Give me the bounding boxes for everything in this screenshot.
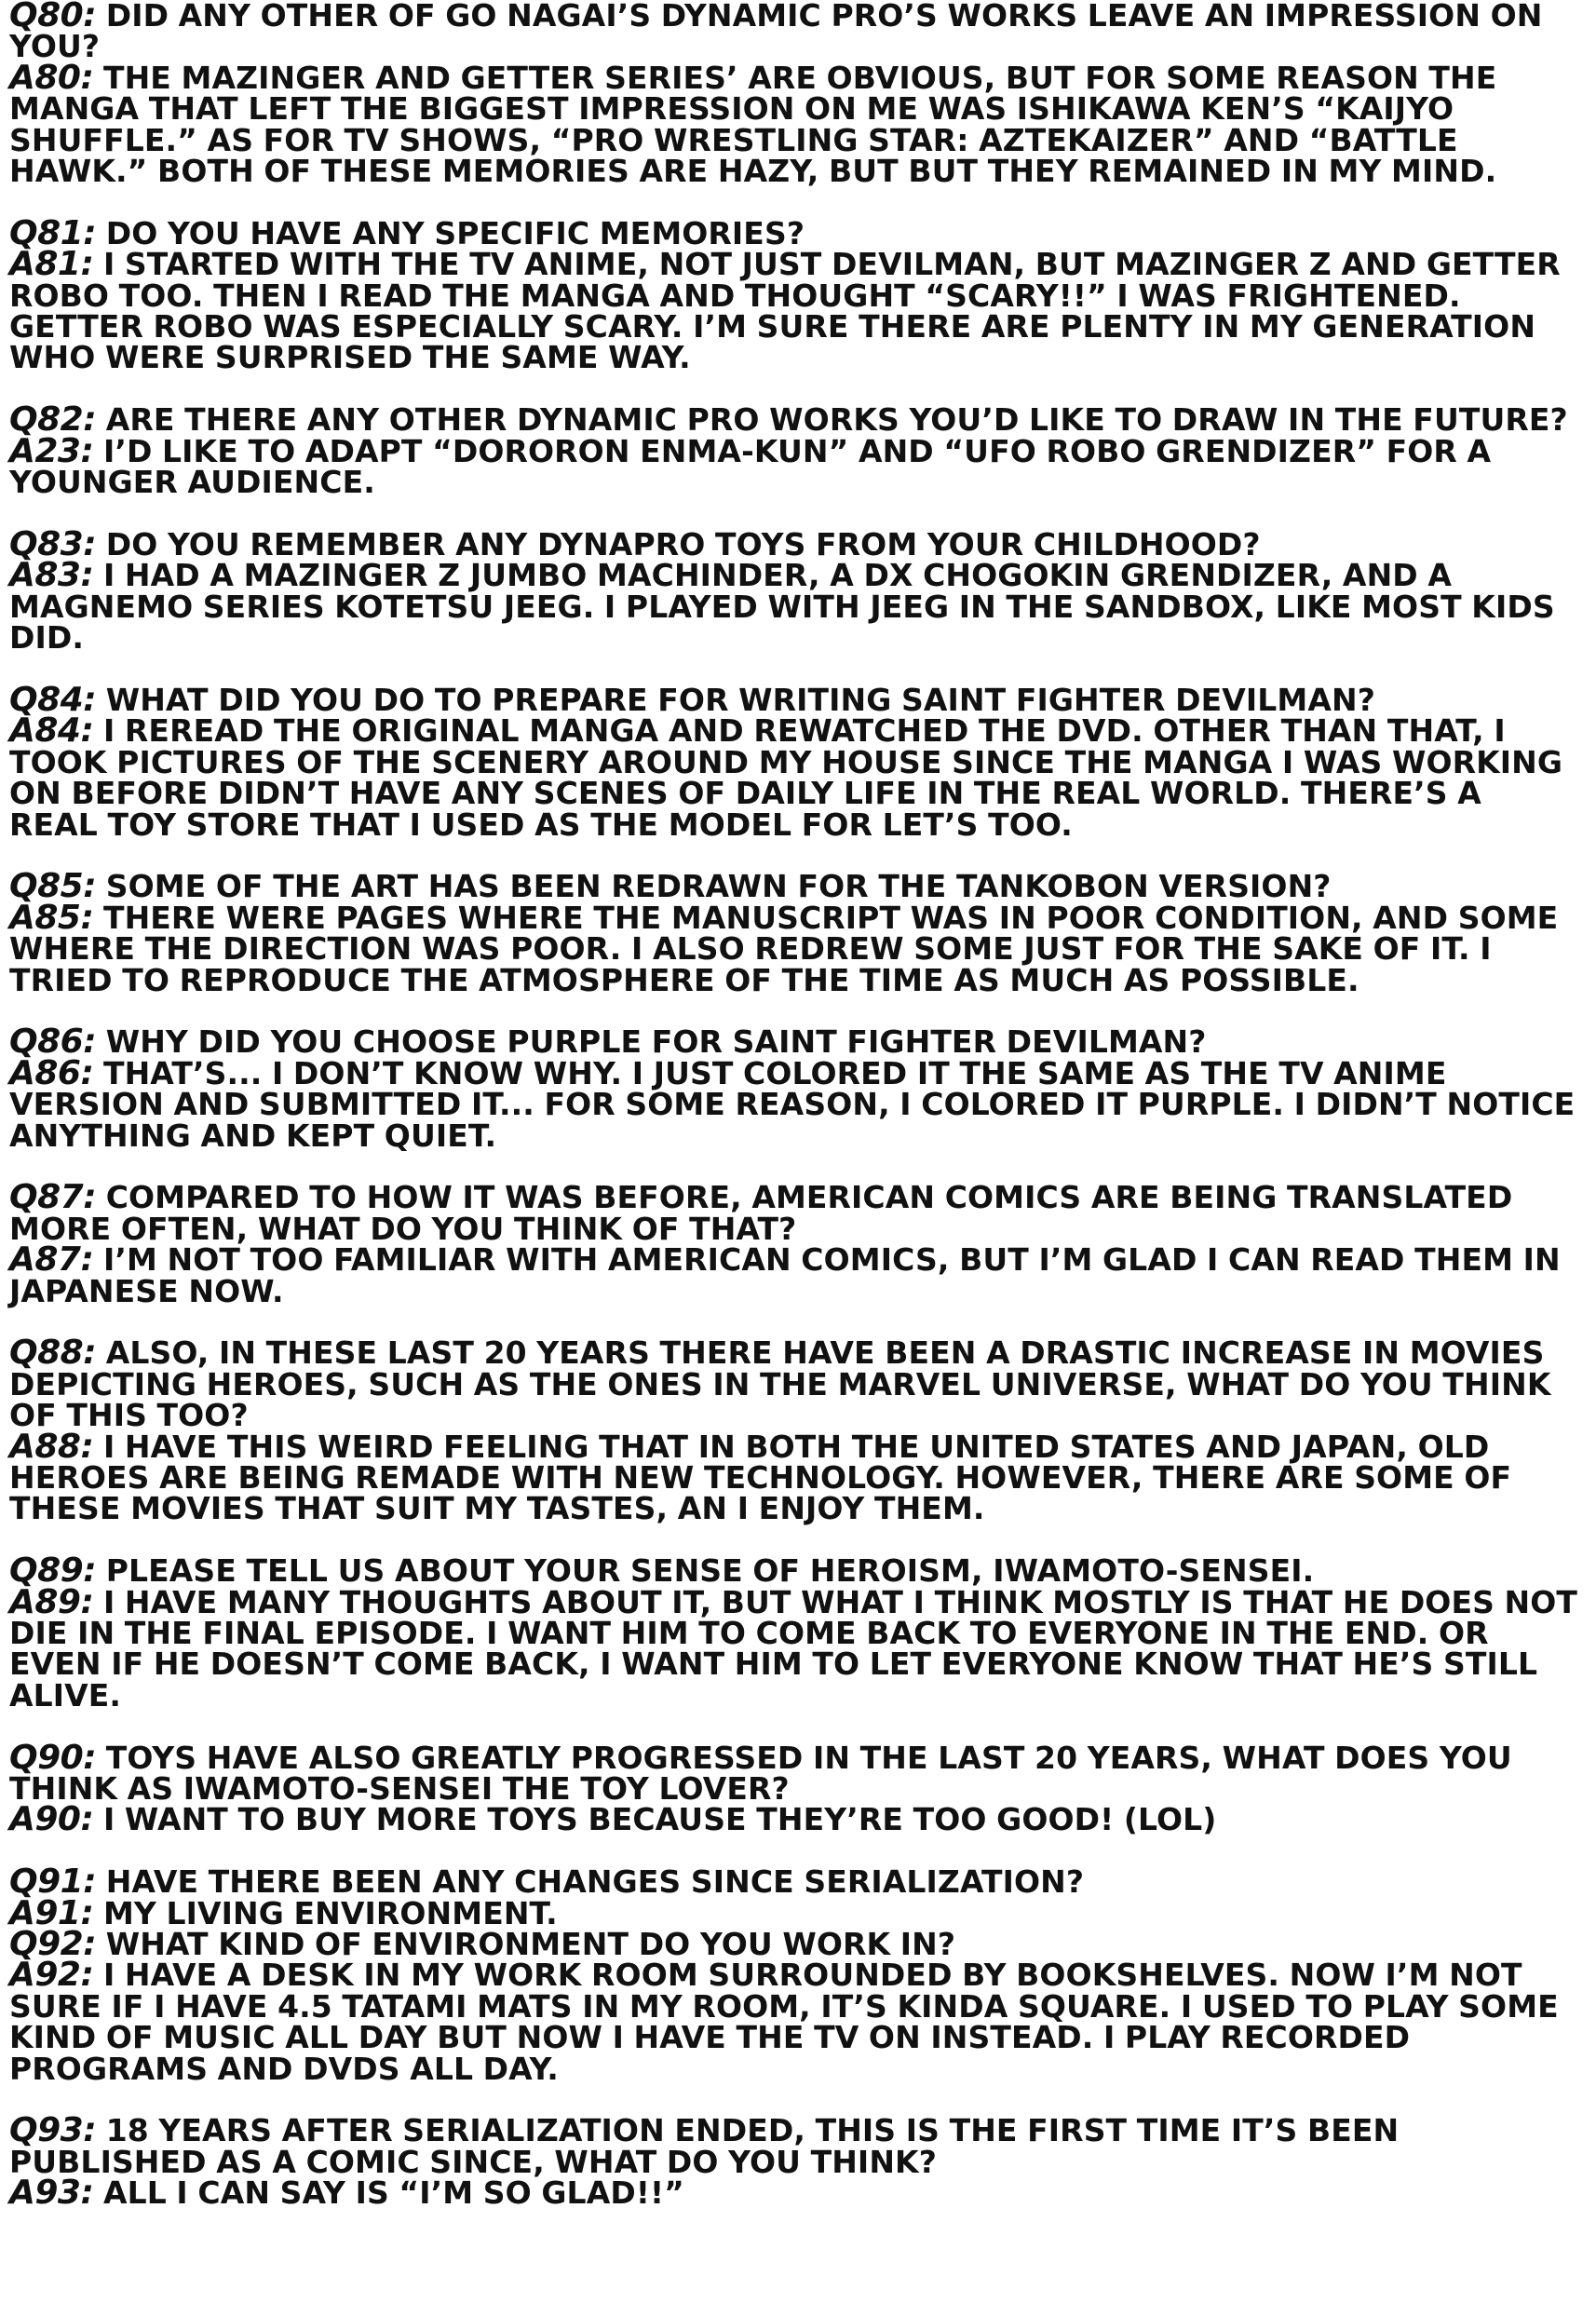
answer-line <box>9 711 1579 843</box>
answer-text: ALL I CAN SAY IS “I’M SO GLAD!!” <box>102 2174 684 2212</box>
answer-text: I HAD A MAZINGER Z JUMBO MACHINDER, A DX CHOGOKIN GRENDIZER, AND A MAGNEMO SERIES KOTETSU JEEG. I PLAYED WITH JEEG IN THE SANDBOX, LIKE MOST KIDS DID. <box>9 557 1555 657</box>
block-spacer <box>9 1711 1579 1741</box>
question-text: WHY DID YOU CHOOSE PURPLE FOR SAINT FIGHTER DEVILMAN? <box>105 1023 1207 1061</box>
block-spacer <box>9 653 1579 684</box>
answer-label: A81: <box>9 245 94 284</box>
answer-label: A87: <box>9 1240 94 1280</box>
answer-line <box>9 1240 1579 1309</box>
question-label: Q90: <box>9 1738 97 1777</box>
qa-block <box>9 0 1579 190</box>
question-label: Q87: <box>9 1178 97 1217</box>
question-line <box>9 524 1579 563</box>
answer-text: I STARTED WITH THE TV ANIME, NOT JUST DEVILMAN, BUT MAZINGER Z AND GETTER ROBO TOO. THEN I READ THE MANGA AND THOUGHT “SCARY!!” I WAS FRIGHTENED. GETTER ROBO WAS ESPECIALLY SCARY. I’M SURE THERE ARE PLENTY IN MY GENERATION WHO WERE SURPRISED THE SAME WAY. <box>9 246 1561 376</box>
answer-label: A91: <box>9 1893 94 1932</box>
question-label: Q82: <box>9 400 97 440</box>
answer-text: I’D LIKE TO ADAPT “DORORON ENMA-KUN” AND “UFO ROBO GRENDIZER” FOR A YOUNGER AUDIENCE. <box>9 432 1492 501</box>
answer-line <box>9 1893 1579 1932</box>
block-spacer <box>9 840 1579 871</box>
question-label: Q85: <box>9 867 97 906</box>
answer-label: A85: <box>9 898 94 937</box>
question-line <box>9 1334 1579 1434</box>
answer-label: A93: <box>9 2174 94 2213</box>
question-text: 18 YEARS AFTER SERIALIZATION ENDED, THIS IS THE FIRST TIME IT’S BEEN PUBLISHED AS A COMIC SINCE, WHAT DO YOU THINK? <box>9 2112 1400 2180</box>
question-label: Q89: <box>9 1551 97 1591</box>
question-text: WHAT KIND OF ENVIRONMENT DO YOU WORK IN? <box>105 1926 956 1963</box>
question-label: Q83: <box>9 524 97 563</box>
block-spacer <box>9 1307 1579 1337</box>
question-text: TOYS HAVE ALSO GREATLY PROGRESSED IN THE LAST 20 YEARS, WHAT DOES YOU THINK AS IWAMOTO-SENSEI THE TOY LOVER? <box>9 1739 1512 1807</box>
question-text: WHAT DID YOU DO TO PREPARE FOR WRITING SAINT FIGHTER DEVILMAN? <box>105 681 1375 718</box>
answer-text: I HAVE THIS WEIRD FEELING THAT IN BOTH THE UNITED STATES AND JAPAN, OLD HEROES ARE BEING REMADE WITH NEW TECHNOLOGY. HOWEVER, THERE ARE SOME OF THESE MOVIES THAT SUIT MY TASTES, AN I ENJOY THEM. <box>9 1428 1512 1527</box>
answer-label: A84: <box>9 711 94 751</box>
qa-block <box>9 213 1579 376</box>
qa-block <box>9 1551 1579 1714</box>
answer-line <box>9 898 1579 998</box>
block-spacer <box>9 186 1579 217</box>
block-spacer <box>9 1151 1579 1182</box>
question-line <box>9 2111 1579 2180</box>
question-line <box>9 1023 1579 1062</box>
answer-label: A92: <box>9 1956 94 1995</box>
block-spacer <box>9 2084 1579 2115</box>
question-text: COMPARED TO HOW IT WAS BEFORE, AMERICAN COMICS ARE BEING TRANSLATED MORE OFTEN, WHAT DO YOU THINK OF THAT? <box>9 1179 1513 1247</box>
answer-line <box>9 245 1579 376</box>
qa-block <box>9 867 1579 998</box>
question-text: SOME OF THE ART HAS BEEN REDRAWN FOR THE TANKOBON VERSION? <box>105 868 1332 905</box>
answer-label: A86: <box>9 1053 94 1092</box>
qa-block <box>9 1023 1579 1154</box>
question-text: DO YOU HAVE ANY SPECIFIC MEMORIES? <box>105 214 805 251</box>
answer-label: A23: <box>9 431 94 470</box>
question-label: Q92: <box>9 1925 97 1964</box>
question-line <box>9 1551 1579 1591</box>
answer-line <box>9 1053 1579 1154</box>
block-spacer <box>9 497 1579 528</box>
question-text: DID ANY OTHER OF GO NAGAI’S DYNAMIC PRO’S WORKS LEAVE AN IMPRESSION ON YOU? <box>9 0 1543 65</box>
answer-line <box>9 1800 1579 1839</box>
answer-text: I HAVE MANY THOUGHTS ABOUT IT, BUT WHAT I THINK MOSTLY IS THAT HE DOES NOT DIE IN THE FINAL EPISODE. I WANT HIM TO COME BACK TO EVERYONE IN THE END. OR EVEN IF HE DOESN’T COME BACK, I WANT HIM TO LET EVERYONE KNOW THAT HE’S STILL ALIVE. <box>9 1583 1578 1714</box>
question-line <box>9 867 1579 906</box>
answer-label: A88: <box>9 1427 94 1466</box>
block-spacer <box>9 996 1579 1026</box>
question-text: DO YOU REMEMBER ANY DYNAPRO TOYS FROM YOUR CHILDHOOD? <box>105 525 1261 562</box>
qa-block <box>9 1738 1579 1839</box>
question-line <box>9 213 1579 252</box>
question-label: Q91: <box>9 1863 97 1902</box>
question-label: Q86: <box>9 1023 97 1062</box>
answer-text: THAT’S... I DON’T KNOW WHY. I JUST COLORED IT THE SAME AS THE TV ANIME VERSION AND SUBMITTED IT... FOR SOME REASON, I COLORED IT PURPLE. I DIDN’T NOTICE ANYTHING AND KEPT QUIET. <box>9 1054 1576 1154</box>
qa-block <box>9 1334 1579 1527</box>
question-text: HAVE THERE BEEN ANY CHANGES SINCE SERIALIZATION? <box>105 1863 1085 1901</box>
question-text: PLEASE TELL US ABOUT YOUR SENSE OF HEROISM, IWAMOTO-SENSEI. <box>105 1552 1315 1590</box>
answer-line <box>9 2174 1579 2213</box>
question-text: ALSO, IN THESE LAST 20 YEARS THERE HAVE BEEN A DRASTIC INCREASE IN MOVIES DEPICTING HEROES, SUCH AS THE ONES IN THE MARVEL UNIVERSE, WHAT DO YOU THINK OF THIS TOO? <box>9 1334 1551 1434</box>
answer-text: THERE WERE PAGES WHERE THE MANUSCRIPT WAS IN POOR CONDITION, AND SOME WHERE THE DIRECTION WAS POOR. I ALSO REDREW SOME JUST FOR THE SAKE OF IT. I TRIED TO REPRODUCE THE ATMOSPHERE OF THE TIME AS MUCH AS POSSIBLE. <box>9 899 1559 998</box>
qa-block <box>9 1863 1579 2087</box>
answer-label: A83: <box>9 556 94 595</box>
question-label: Q93: <box>9 2111 97 2150</box>
answer-text: I’M NOT TOO FAMILIAR WITH AMERICAN COMICS, BUT I’M GLAD I CAN READ THEM IN JAPANESE NOW. <box>9 1241 1561 1309</box>
question-line <box>9 1738 1579 1807</box>
answer-label: A89: <box>9 1582 94 1621</box>
answer-text: I REREAD THE ORIGINAL MANGA AND REWATCHED THE DVD. OTHER THAN THAT, I TOOK PICTURES OF THE SCENERY AROUND MY HOUSE SINCE THE MANGA I WAS WORKING ON BEFORE DIDN’T HAVE ANY SCENES OF DAILY LIFE IN THE REAL WORLD. THERE’S A REAL TOY STORE THAT I USED AS THE MODEL FOR LET’S TOO. <box>9 712 1563 843</box>
block-spacer <box>9 1524 1579 1555</box>
question-label: Q84: <box>9 680 97 719</box>
qa-block <box>9 2111 1579 2213</box>
block-spacer <box>9 1836 1579 1866</box>
question-line <box>9 1925 1579 1964</box>
question-text: ARE THERE ANY OTHER DYNAMIC PRO WORKS YOU’D LIKE TO DRAW IN THE FUTURE? <box>105 401 1568 439</box>
question-line <box>9 0 1579 65</box>
answer-line <box>9 1427 1579 1527</box>
answer-line <box>9 1582 1579 1714</box>
answer-line <box>9 431 1579 501</box>
question-line <box>9 400 1579 440</box>
question-line <box>9 680 1579 719</box>
qa-block <box>9 524 1579 657</box>
answer-text: I HAVE A DESK IN MY WORK ROOM SURROUNDED BY BOOKSHELVES. NOW I’M NOT SURE IF I HAVE 4.5 TATAMI MATS IN MY ROOM, IT’S KINDA SQUARE. I USED TO PLAY SOME KIND OF MUSIC ALL DAY BUT NOW I HAVE THE TV ON INSTEAD. I PLAY RECORDED PROGRAMS AND DVDS ALL DAY. <box>9 1957 1559 2087</box>
qa-block <box>9 400 1579 501</box>
question-line <box>9 1178 1579 1247</box>
question-label: Q81: <box>9 213 97 252</box>
answer-text: MY LIVING ENVIRONMENT. <box>102 1894 558 1931</box>
block-spacer <box>9 373 1579 404</box>
answer-label: A80: <box>9 58 94 97</box>
answer-text: I WANT TO BUY MORE TOYS BECAUSE THEY’RE TOO GOOD! (LOL) <box>102 1801 1217 1838</box>
answer-label: A90: <box>9 1800 94 1839</box>
answer-line <box>9 58 1579 190</box>
question-line <box>9 1863 1579 1902</box>
answer-line <box>9 556 1579 657</box>
question-label: Q80: <box>9 0 97 34</box>
answer-line <box>9 1956 1579 2087</box>
answer-text: THE MAZINGER AND GETTER SERIES’ ARE OBVIOUS, BUT FOR SOME REASON THE MANGA THAT LEFT THE BIGGEST IMPRESSION ON ME WAS ISHIKAWA KEN’S “KAIJYO SHUFFLE.” AS FOR TV SHOWS, “PRO WRESTLING STAR: AZTEKAIZER” AND “BATTLE HAWK.” BOTH OF THESE MEMORIES ARE HAZY, BUT BUT THEY REMAINED IN MY MIND. <box>9 59 1497 190</box>
qa-block <box>9 1178 1579 1309</box>
question-label: Q88: <box>9 1334 97 1373</box>
qa-block <box>9 680 1579 843</box>
